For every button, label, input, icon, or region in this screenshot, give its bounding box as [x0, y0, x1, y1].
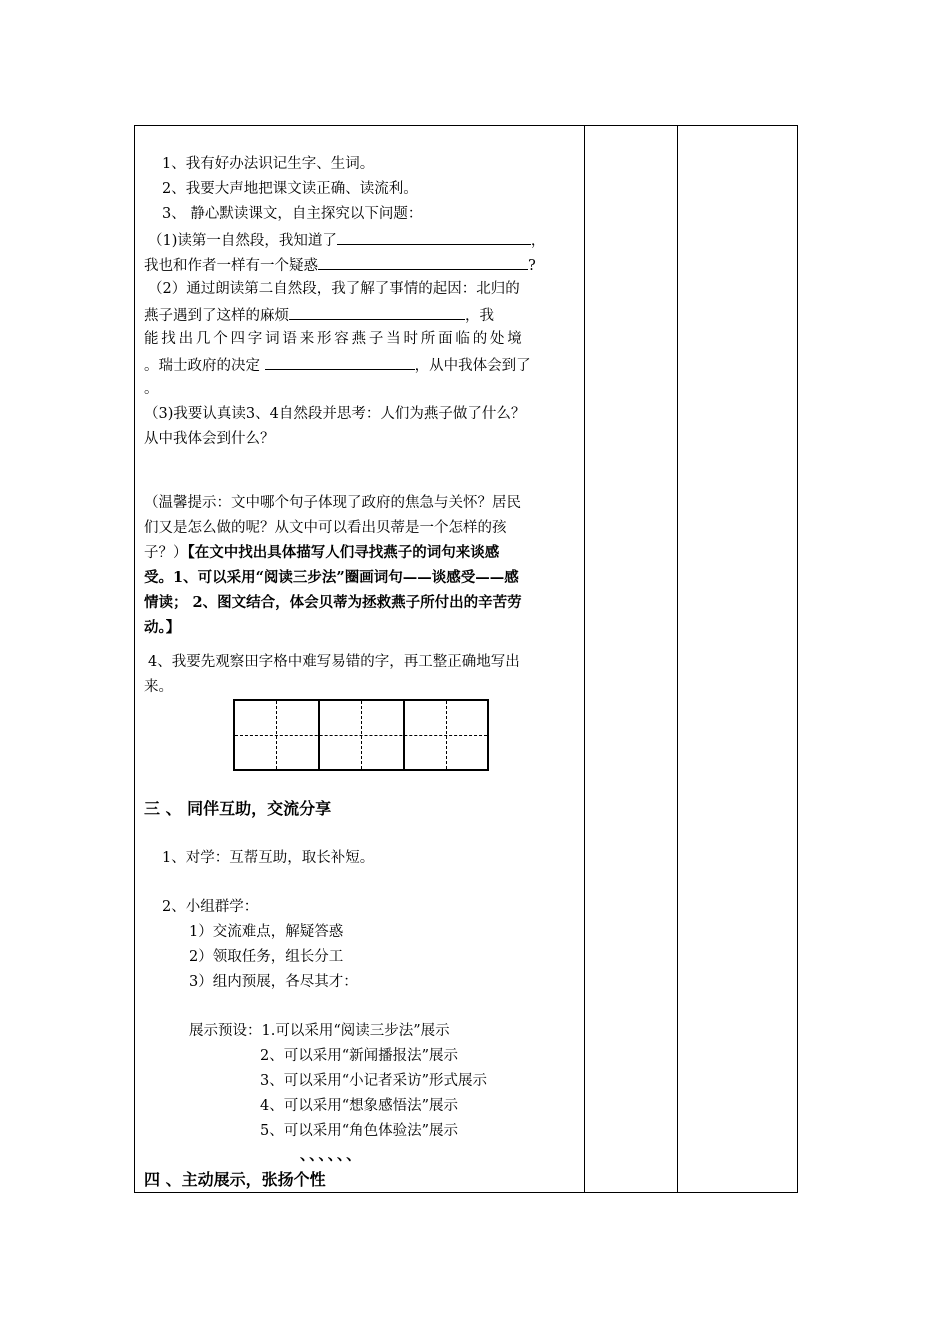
tip-line-6: 动。】	[144, 619, 181, 636]
question-2-line-c: 能找出几个四字词语来形容燕子当时所面临的处境	[144, 331, 525, 347]
question-2-line-a: （2）通过朗读第二自然段，我了解了事情的起因：北归的	[148, 281, 520, 297]
tip-line-1: （温馨提示：文中哪个句子体现了政府的焦急与关怀？居民	[144, 495, 521, 511]
main-content-cell	[135, 126, 584, 1192]
column-divider-1	[584, 126, 585, 1192]
grid-dash-line	[235, 735, 487, 736]
item-4-line-a: 4、我要先观察田字格中难写易错的字，再工整正确地写出	[148, 654, 520, 670]
section-3-item-1: 1、对学：互帮互助，取长补短。	[162, 850, 375, 866]
question-2-line-e: 。	[144, 381, 159, 397]
question-2-line-d: 。瑞士政府的决定 ，从中我体会到了	[144, 354, 531, 376]
question-2-line-b: 燕子遇到了这样的麻烦 ，我	[144, 304, 494, 326]
item-3: 3、 静心默读课文，自主探究以下问题：	[162, 206, 423, 222]
tip-line-4: 受。1、可以采用“阅读三步法”圈画词句——谈感受——感	[144, 569, 519, 586]
preset-line-4: 4、可以采用“想象感悟法”展示	[260, 1098, 459, 1114]
section-3-item-2c: 3）组内预展，各尽其才：	[189, 974, 358, 990]
preset-line-1: 展示预设：1.可以采用“阅读三步法”展示	[189, 1023, 450, 1039]
answer-blank[interactable]	[337, 229, 531, 245]
column-divider-2	[677, 126, 678, 1192]
section-3-item-2b: 2）领取任务，组长分工	[189, 949, 344, 965]
item-2: 2、我要大声地把课文读正确、读流利。	[162, 181, 418, 197]
answer-blank[interactable]	[289, 304, 465, 320]
preset-line-2: 2、可以采用“新闻播报法”展示	[260, 1048, 459, 1064]
question-3-line-b: 从中我体会到什么？	[144, 431, 275, 447]
section-3-item-2: 2、小组群学：	[162, 899, 259, 915]
ellipsis-marks: 、、、、、、	[300, 1147, 363, 1164]
tip-line-3: 子？）【在文中找出具体描写人们寻找燕子的词句来谈感	[144, 544, 500, 561]
section-3-item-2a: 1）交流难点，解疑答惑	[189, 924, 344, 940]
question-3-line-a: （3)我要认真读3、4自然段并思考：人们为燕子做了什么？	[144, 406, 526, 422]
section-4-heading: 四 、主动展示，张扬个性	[144, 1170, 326, 1189]
writing-grid[interactable]	[233, 699, 489, 771]
tip-line-2: 们又是怎么做的呢？从文中可以看出贝蒂是一个怎样的孩	[144, 520, 507, 536]
section-3-heading: 三 、 同伴互助，交流分享	[144, 799, 332, 818]
preset-line-5: 5、可以采用“角色体验法”展示	[260, 1123, 459, 1139]
tip-line-5: 情读； 2、图文结合，体会贝蒂为拯救燕子所付出的辛苦劳	[144, 594, 522, 611]
answer-blank[interactable]	[265, 354, 415, 370]
preset-line-3: 3、可以采用“小记者采访”形式展示	[260, 1073, 488, 1089]
item-4-line-b: 来。	[144, 679, 173, 695]
lesson-table	[134, 125, 798, 1193]
question-1-line-b: 我也和作者一样有一个疑惑 ?	[144, 254, 536, 276]
item-1: 1、我有好办法识记生字、生词。	[162, 156, 375, 172]
question-1-line-a: （1)读第一自然段，我知道了 ，	[148, 229, 545, 251]
answer-blank[interactable]	[318, 254, 528, 270]
